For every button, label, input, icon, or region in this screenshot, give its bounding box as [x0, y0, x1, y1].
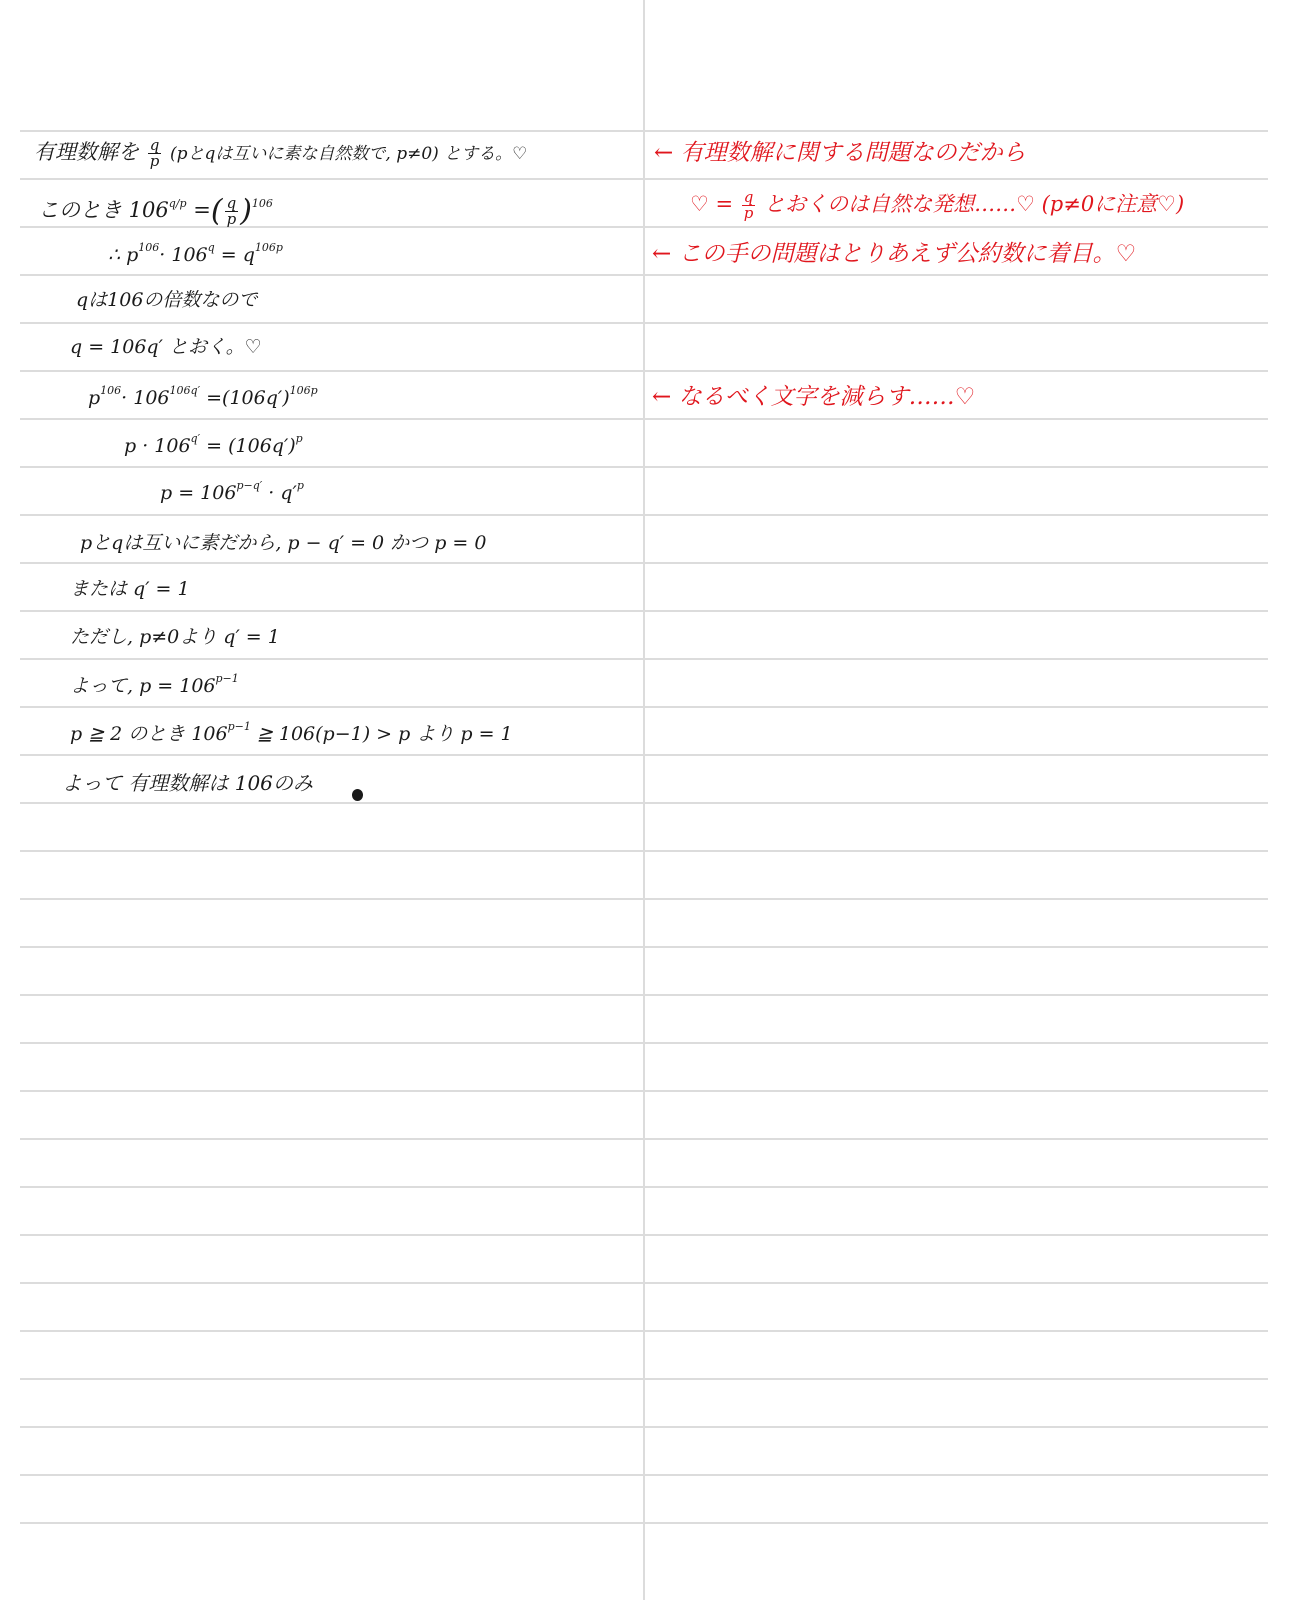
exponent: 106	[251, 197, 273, 210]
solution-line-4	[76, 291, 257, 310]
annotation-4	[652, 386, 975, 409]
annotation-3	[652, 243, 1136, 266]
text: =	[193, 198, 211, 222]
exponent: q/p	[168, 197, 187, 210]
solution-line-2: このとき $106^{q/p}$ =( $\frac{q}{p}$ )$^{106}$	[38, 193, 273, 229]
text: p = 106	[160, 482, 237, 504]
solution-line-1	[34, 138, 527, 169]
fraction-denominator: p	[149, 152, 160, 170]
solution-line-8	[160, 479, 304, 504]
text: ≧ 106(p−1) > p より p = 1	[256, 723, 513, 745]
solution-line-6	[88, 384, 318, 409]
text: pとqは互いに素だから, p − q′ = 0 かつ p = 0	[80, 532, 487, 554]
fraction-q-over-p	[742, 190, 756, 221]
exponent: p	[295, 432, 303, 445]
fraction-numerator: q	[743, 188, 754, 206]
exponent: 106	[100, 384, 122, 397]
text: ただし, p≠0より q′ = 1	[70, 626, 280, 648]
annotation-2	[690, 190, 1184, 221]
fraction-denominator: p	[226, 210, 237, 228]
solution-line-9	[80, 534, 486, 553]
text: · 106	[121, 387, 170, 409]
text: · 106	[159, 244, 208, 266]
text: · q′	[268, 482, 297, 504]
exponent: 106p	[289, 384, 318, 397]
solution-line-5	[70, 338, 262, 357]
text: よって, p = 106	[70, 675, 216, 697]
annotation-1	[654, 142, 1026, 165]
text: p · 106	[124, 435, 191, 457]
text: ← この手の問題はとりあえず公約数に着目。♡	[652, 241, 1137, 267]
text: qは106の倍数なので	[76, 289, 258, 311]
ink-dot	[352, 789, 363, 801]
solution-line-7	[124, 432, 303, 457]
fraction-numerator: q	[226, 194, 237, 212]
text: q = 106q′ とおく。♡	[70, 336, 262, 358]
text: ∴ p	[108, 244, 139, 266]
solution-line-12	[70, 672, 239, 697]
exponent: p−q′	[236, 479, 263, 492]
text: =(106q′)	[206, 387, 290, 409]
text: p	[88, 387, 101, 409]
exponent: 106q′	[169, 384, 201, 397]
text: (pとqは互いに素な自然数で, p≠0) とする。♡	[169, 144, 528, 164]
solution-line-3	[108, 241, 283, 266]
text: とおくのは自然な発想……♡ (p≠0に注意♡)	[764, 192, 1185, 216]
solution-line-11	[70, 628, 280, 647]
exponent: p	[296, 479, 304, 492]
exponent: q	[207, 241, 215, 254]
text: ♡ =	[690, 192, 734, 216]
exponent: q′	[190, 432, 201, 445]
exponent: p−1	[227, 720, 251, 733]
text: 有理数解を	[34, 140, 139, 164]
text: または q′ = 1	[70, 578, 190, 600]
solution-line-13	[70, 720, 513, 745]
fraction-q-over-p	[148, 138, 162, 169]
fraction-q-over-p	[225, 196, 239, 227]
text: よって 有理数解は 106のみ	[62, 771, 313, 795]
text: ← なるべく文字を減らす……♡	[652, 384, 976, 410]
exponent: 106	[138, 241, 160, 254]
text: p ≧ 2 のとき 106	[70, 723, 228, 745]
solution-line-10	[70, 580, 190, 599]
text: ← 有理数解に関する問題なのだから	[654, 140, 1026, 166]
exponent: 106p	[254, 241, 283, 254]
text: = (106q′)	[206, 435, 296, 457]
fraction-denominator: p	[743, 204, 754, 222]
solution-line-14	[62, 773, 313, 793]
text: = q	[220, 244, 255, 266]
text: このとき 106	[38, 198, 169, 222]
exponent: p−1	[215, 672, 239, 685]
fraction-numerator: q	[149, 136, 160, 154]
